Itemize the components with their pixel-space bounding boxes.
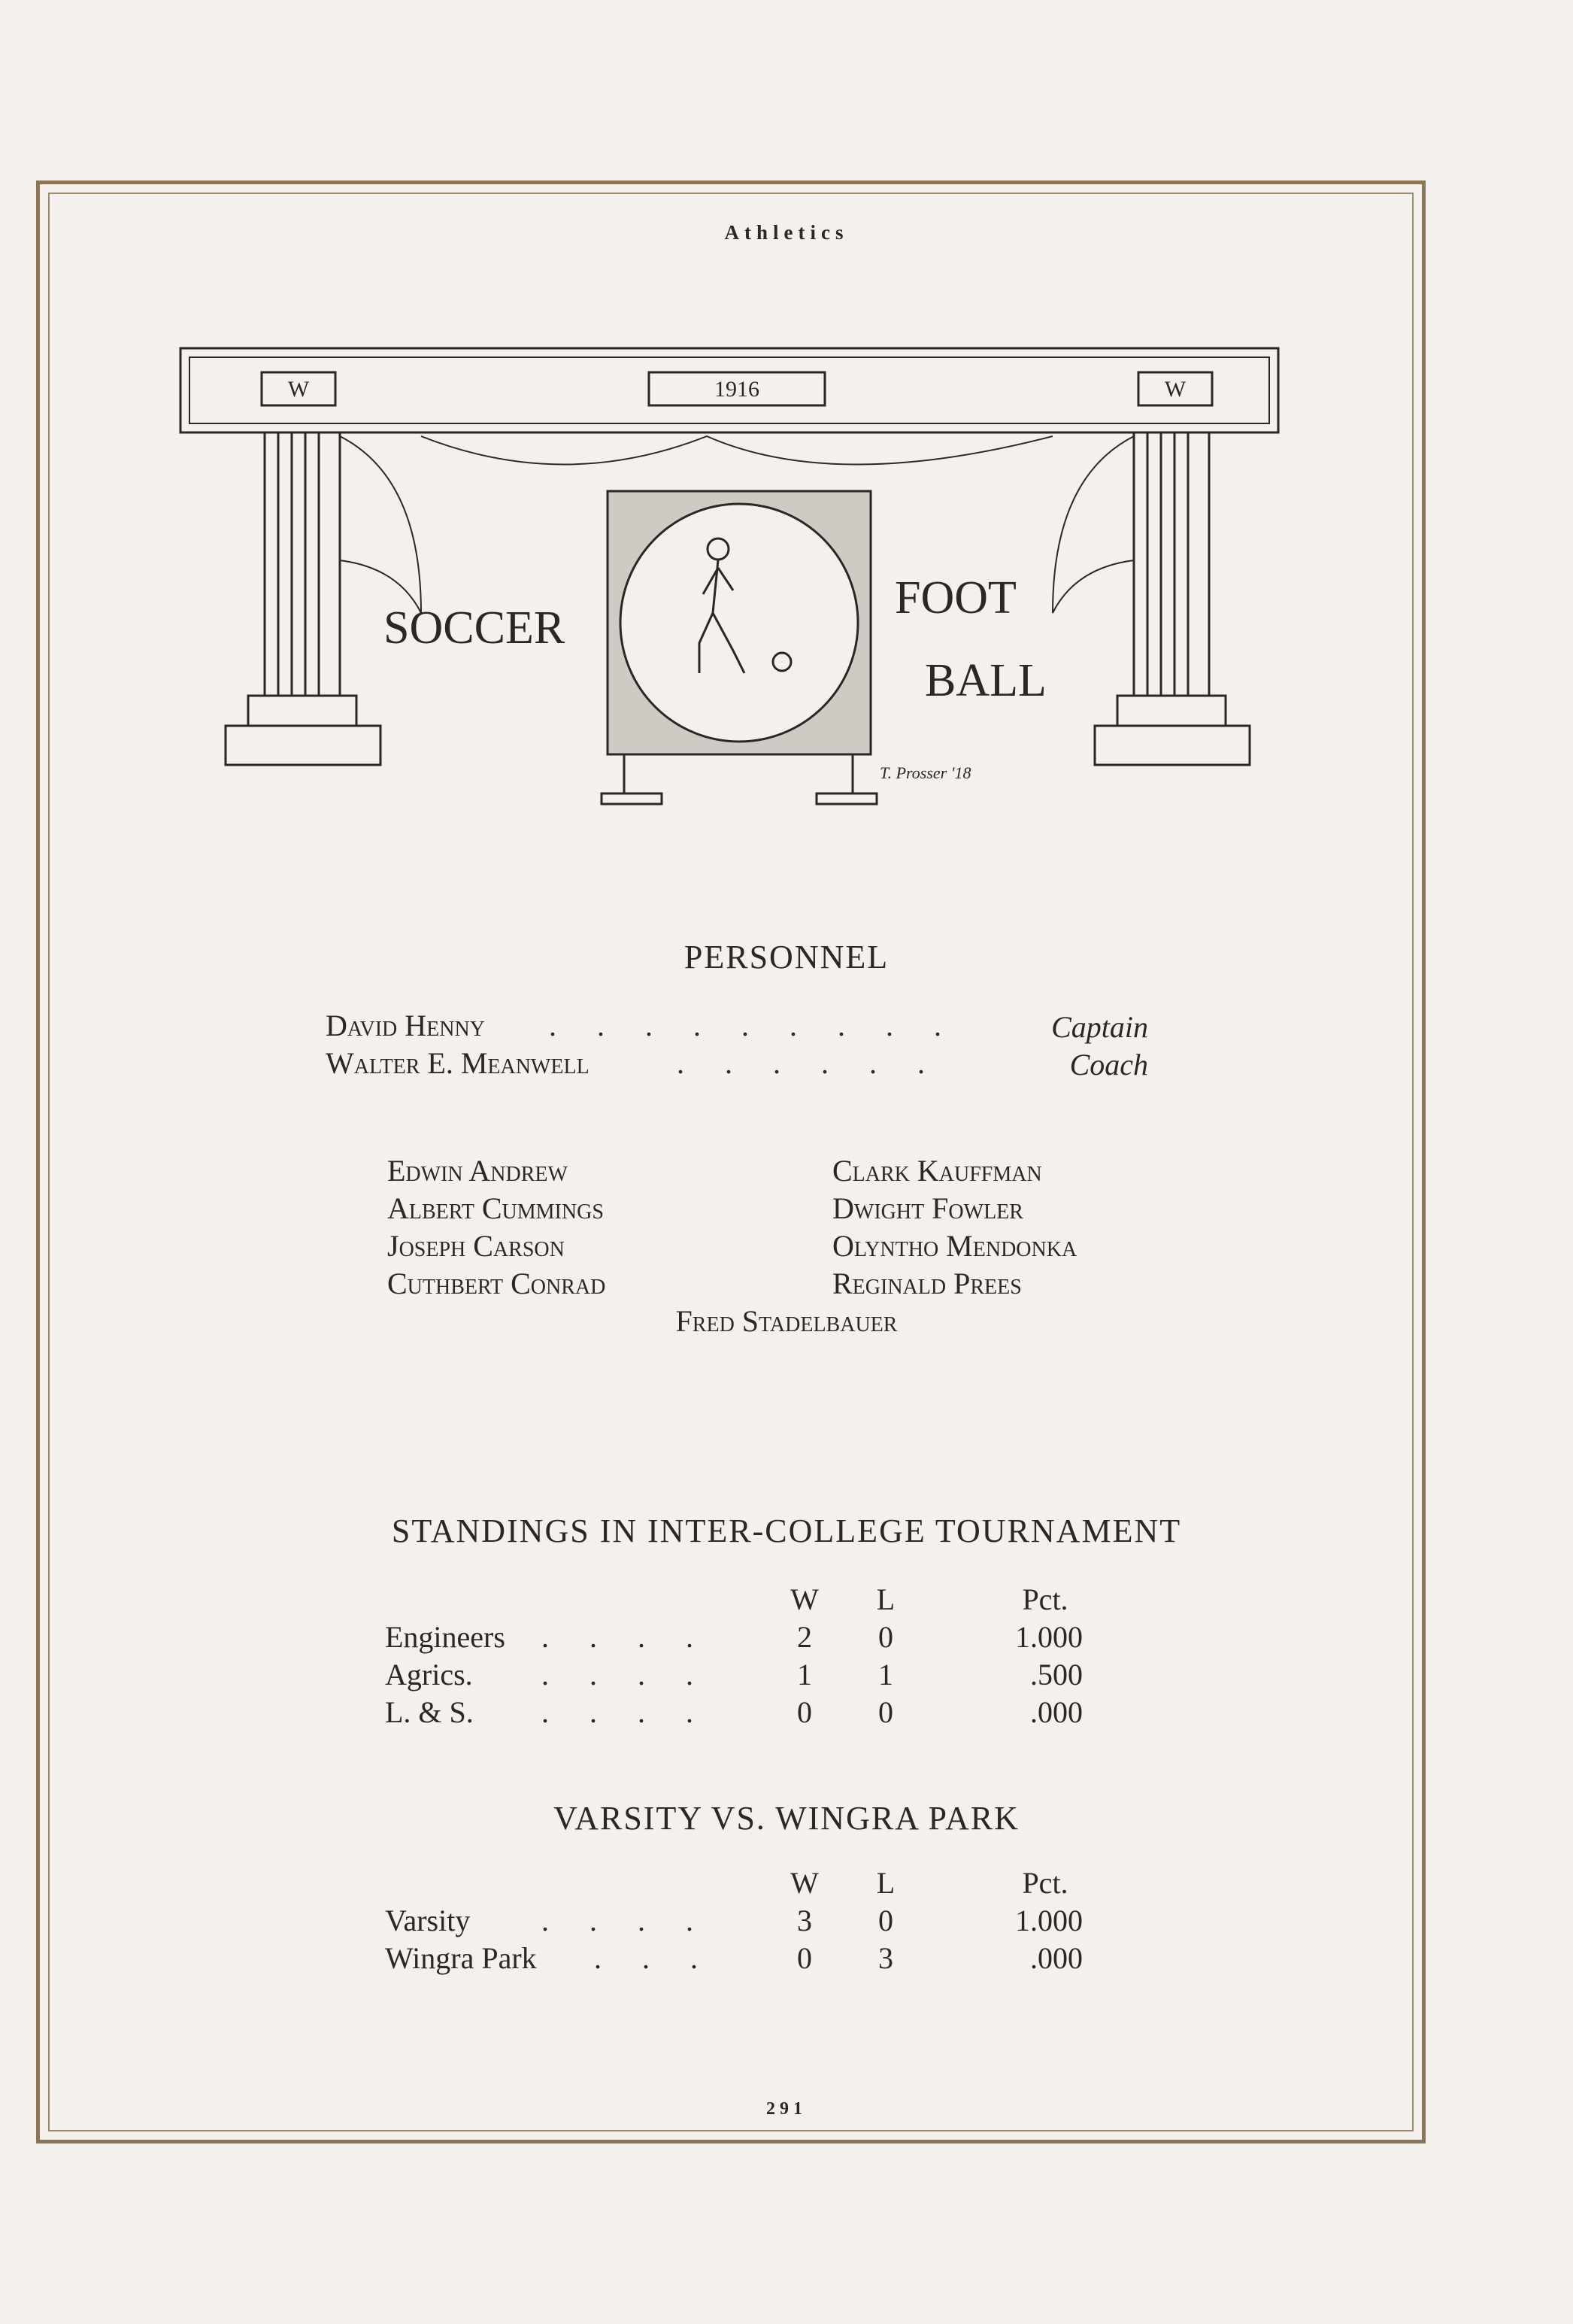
artist-signature: T. Prosser '18 — [880, 763, 971, 782]
standings-pct-1: 1.000 — [1015, 1620, 1083, 1654]
varsity-col-pct: Pct. — [1022, 1866, 1068, 1900]
varsity-col-w: W — [790, 1866, 819, 1900]
banner-left-letter: W — [287, 377, 310, 402]
standings-dots-3: . . . . — [541, 1695, 710, 1729]
running-head: Athletics — [724, 221, 849, 244]
standings-l-2: 1 — [878, 1658, 893, 1691]
standings-col-l: L — [876, 1582, 896, 1616]
standings-w-3: 0 — [797, 1695, 812, 1729]
soccer-stage-illustration — [173, 342, 1286, 809]
title-soccer: SOCCER — [383, 602, 565, 654]
standings-w-2: 1 — [797, 1658, 812, 1691]
standings-team-1: Engineers — [385, 1620, 505, 1654]
page-number: 291 — [766, 2099, 807, 2119]
member-left-1: Edwin Andrew — [387, 1154, 568, 1188]
varsity-w-2: 0 — [797, 1941, 812, 1975]
left-column — [265, 432, 340, 696]
member-right-2: Dwight Fowler — [832, 1191, 1023, 1225]
standings-pct-3: .000 — [1030, 1695, 1083, 1729]
standings-pct-2: .500 — [1030, 1658, 1083, 1691]
varsity-dots-1: . . . . — [541, 1904, 710, 1937]
member-right-4: Reginald Prees — [832, 1267, 1022, 1300]
member-center: Fred Stadelbauer — [675, 1304, 898, 1338]
varsity-l-1: 0 — [878, 1904, 893, 1937]
standings-col-pct: Pct. — [1022, 1582, 1068, 1616]
member-right-3: Olyntho Mendonka — [832, 1229, 1077, 1263]
varsity-dots-2: . . . — [594, 1941, 714, 1975]
varsity-title: VARSITY VS. WINGRA PARK — [553, 1800, 1020, 1837]
standings-l-1: 0 — [878, 1620, 893, 1654]
official-role-2: Coach — [1069, 1048, 1148, 1082]
standings-team-2: Agrics. — [385, 1658, 473, 1691]
varsity-team-2: Wingra Park — [385, 1941, 537, 1975]
official-role-1: Captain — [1051, 1010, 1148, 1044]
member-left-4: Cuthbert Conrad — [387, 1267, 606, 1300]
varsity-l-2: 3 — [878, 1941, 893, 1975]
banner-year: 1916 — [714, 377, 759, 402]
title-ball: BALL — [925, 655, 1047, 706]
center-circle — [620, 504, 858, 742]
standings-dots-2: . . . . — [541, 1658, 710, 1691]
member-left-2: Albert Cummings — [387, 1191, 604, 1225]
personnel-title: PERSONNEL — [683, 939, 890, 975]
standings-col-w: W — [790, 1582, 819, 1616]
title-foot: FOOT — [895, 572, 1017, 623]
varsity-pct-2: .000 — [1030, 1941, 1083, 1975]
varsity-team-1: Varsity — [385, 1904, 471, 1937]
leader-dots-2: . . . . . . — [677, 1046, 941, 1080]
leader-dots-1: . . . . . . . . . — [549, 1009, 958, 1042]
varsity-col-l: L — [876, 1866, 896, 1900]
varsity-pct-1: 1.000 — [1015, 1904, 1083, 1937]
official-name-2: Walter E. Meanwell — [326, 1046, 589, 1080]
standings-w-1: 2 — [797, 1620, 812, 1654]
standings-l-3: 0 — [878, 1695, 893, 1729]
right-column — [1134, 432, 1209, 696]
member-right-1: Clark Kauffman — [832, 1154, 1042, 1188]
official-name-1: David Henny — [326, 1009, 485, 1042]
banner-right-letter: W — [1164, 377, 1187, 402]
standings-title: STANDINGS IN INTER-COLLEGE TOURNAMENT — [391, 1512, 1182, 1549]
standings-dots-1: . . . . — [541, 1620, 710, 1654]
standings-team-3: L. & S. — [385, 1695, 474, 1729]
varsity-w-1: 3 — [797, 1904, 812, 1937]
member-left-3: Joseph Carson — [387, 1229, 565, 1263]
